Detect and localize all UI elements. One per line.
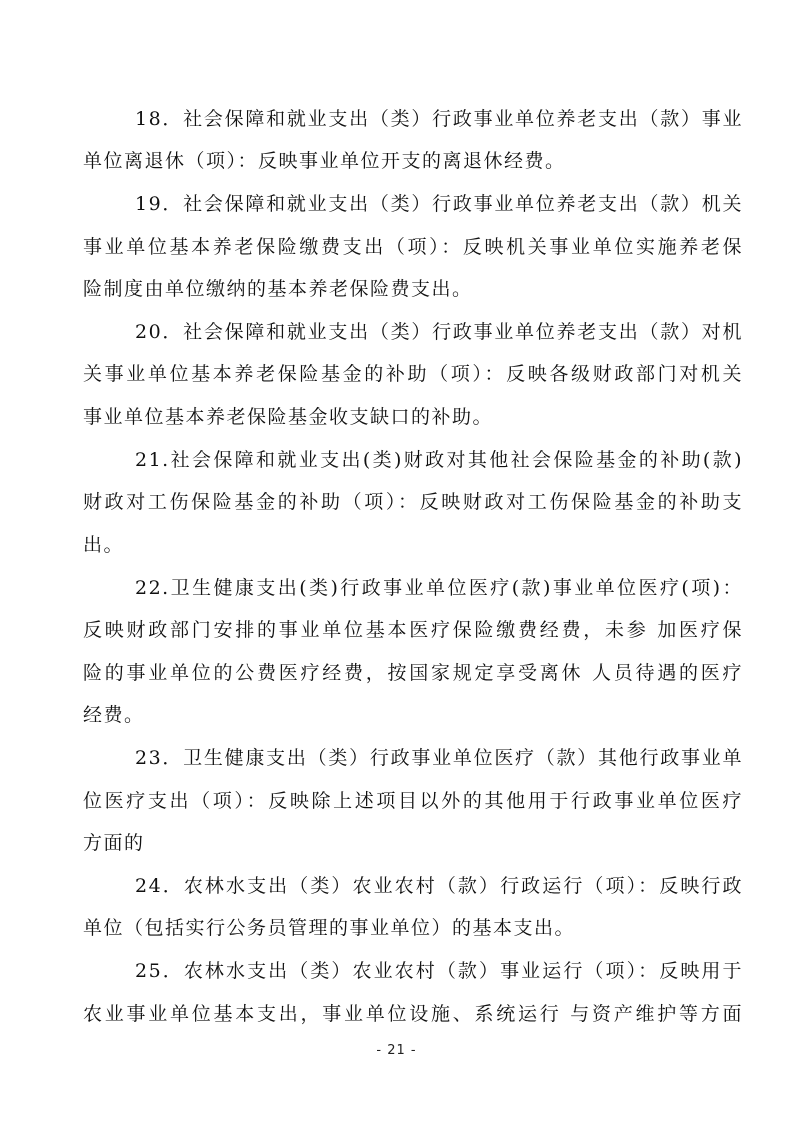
paragraph-18-line-2: 单位离退休（项）：反映事业单位开支的离退休经费。 [83, 150, 566, 172]
paragraph-22-line-2: 反映财政部门安排的事业单位基本医疗保险缴费经费，未参 加医疗保 [83, 619, 743, 641]
paragraph-25-line-1: 25．农林水支出（类）农业农村（款）事业运行（项）：反映用于 [135, 960, 743, 982]
paragraph-19-line-1: 19．社会保障和就业支出（类）行政事业单位养老支出（款）机关 [135, 193, 743, 215]
paragraph-23-line-3: 方面的 [83, 832, 145, 854]
paragraph-19-line-2: 事业单位基本养老保险缴费支出（项）：反映机关事业单位实施养老保 [83, 236, 743, 258]
paragraph-22-line-3: 险的事业单位的公费医疗经费，按国家规定享受离休 人员待遇的医疗 [83, 662, 743, 684]
paragraph-18-line-1: 18．社会保障和就业支出（类）行政事业单位养老支出（款）事业 [135, 108, 743, 130]
paragraph-20-line-2: 关事业单位基本养老保险基金的补助（项）：反映各级财政部门对机关 [83, 363, 743, 385]
paragraph-19-line-3: 险制度由单位缴纳的基本养老保险费支出。 [83, 278, 473, 300]
paragraph-21-line-3: 出。 [83, 534, 125, 556]
paragraph-21-line-2: 财政对工伤保险基金的补助（项）：反映财政对工伤保险基金的补助支 [83, 491, 743, 513]
paragraph-21-line-1: 21.社会保障和就业支出(类)财政对其他社会保险基金的补助(款) [135, 449, 743, 471]
paragraph-25-line-2: 农业事业单位基本支出，事业单位设施、系统运行 与资产维护等方面 [83, 1003, 743, 1025]
paragraph-20-line-1: 20．社会保障和就业支出（类）行政事业单位养老支出（款）对机 [135, 321, 743, 343]
paragraph-23-line-1: 23．卫生健康支出（类）行政事业单位医疗（款）其他行政事业单 [135, 747, 743, 769]
paragraph-22-line-4: 经费。 [83, 704, 145, 726]
paragraph-24-line-2: 单位（包括实行公务员管理的事业单位）的基本支出。 [83, 917, 576, 939]
page-number: - 21 - [376, 1043, 417, 1058]
paragraph-20-line-3: 事业单位基本养老保险基金收支缺口的补助。 [83, 406, 494, 428]
paragraph-22-line-1: 22.卫生健康支出(类)行政事业单位医疗(款)事业单位医疗(项)： [135, 577, 743, 599]
paragraph-23-line-2: 位医疗支出（项）：反映除上述项目以外的其他用于行政事业单位医疗 [83, 790, 743, 812]
paragraph-24-line-1: 24．农林水支出（类）农业农村（款）行政运行（项）：反映行政 [135, 875, 743, 897]
